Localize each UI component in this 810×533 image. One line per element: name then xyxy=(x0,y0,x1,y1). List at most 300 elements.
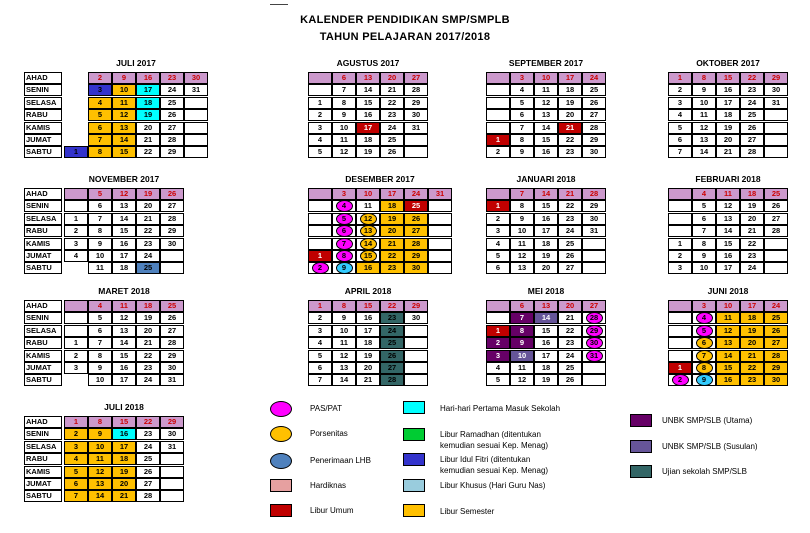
date-cell: 6 xyxy=(692,213,716,225)
date-cell: 22 xyxy=(740,362,764,374)
legend-pas-swatch xyxy=(270,401,292,417)
date-cell: 14 xyxy=(692,146,716,158)
date-cell: 20 xyxy=(740,337,764,349)
date-cell: 12 xyxy=(716,200,740,212)
date-cell xyxy=(486,97,510,109)
date-cell: 19 xyxy=(136,188,160,200)
legend-ramadhan-line2: kemudian sesuai Kep. Menag) xyxy=(440,441,549,450)
date-cell: 17 xyxy=(716,262,740,274)
date-cell: 26 xyxy=(136,466,160,478)
date-cell: 7 xyxy=(332,84,356,96)
legend-lhb: Penerimaan LHB xyxy=(310,456,371,465)
date-cell: 14 xyxy=(716,225,740,237)
date-cell: 15 xyxy=(716,72,740,84)
month-title: AGUSTUS 2017 xyxy=(336,58,400,68)
date-cell: 25 xyxy=(764,188,788,200)
date-cell xyxy=(486,300,510,312)
day-label: SABTU xyxy=(24,490,62,502)
date-cell: 26 xyxy=(764,200,788,212)
date-cell: 6 xyxy=(668,134,692,146)
date-cell: 5 xyxy=(668,122,692,134)
date-cell: 14 xyxy=(534,122,558,134)
date-cell: 5 xyxy=(692,325,716,337)
date-cell: 25 xyxy=(160,97,184,109)
date-cell: 22 xyxy=(740,72,764,84)
date-cell xyxy=(486,72,510,84)
date-cell: 20 xyxy=(558,300,582,312)
day-label: KAMIS xyxy=(24,238,62,250)
date-cell: 16 xyxy=(356,262,380,274)
date-cell xyxy=(404,134,428,146)
date-cell: 11 xyxy=(356,200,380,212)
date-cell: 31 xyxy=(404,122,428,134)
date-cell: 10 xyxy=(356,188,380,200)
date-cell xyxy=(184,122,208,134)
date-cell: 15 xyxy=(112,225,136,237)
date-cell: 17 xyxy=(558,72,582,84)
date-cell xyxy=(764,109,788,121)
date-cell: 19 xyxy=(136,312,160,324)
date-cell xyxy=(308,72,332,84)
date-cell: 16 xyxy=(716,250,740,262)
date-cell: 3 xyxy=(308,122,332,134)
date-cell: 13 xyxy=(112,122,136,134)
date-cell: 30 xyxy=(582,146,606,158)
date-cell: 5 xyxy=(64,466,88,478)
date-cell: 29 xyxy=(764,72,788,84)
date-cell: 1 xyxy=(486,134,510,146)
date-cell xyxy=(404,325,428,337)
date-cell xyxy=(668,213,692,225)
date-cell: 29 xyxy=(160,416,184,428)
date-cell xyxy=(428,200,452,212)
date-cell xyxy=(308,213,332,225)
date-cell xyxy=(308,200,332,212)
day-label: JUMAT xyxy=(24,250,62,262)
date-cell: 23 xyxy=(740,84,764,96)
date-cell: 26 xyxy=(380,146,404,158)
month-title: FEBRUARI 2018 xyxy=(695,174,761,184)
date-cell: 17 xyxy=(716,97,740,109)
date-cell: 29 xyxy=(404,250,428,262)
date-cell: 21 xyxy=(558,188,582,200)
date-cell: 22 xyxy=(380,300,404,312)
date-cell: 27 xyxy=(764,213,788,225)
date-cell: 4 xyxy=(486,362,510,374)
date-cell: 29 xyxy=(404,300,428,312)
calendar-title: KALENDER PENDIDIKAN SMP/SMPLB xyxy=(300,14,510,26)
date-cell xyxy=(160,466,184,478)
date-cell: 8 xyxy=(88,146,112,158)
date-cell xyxy=(64,188,88,200)
date-cell: 2 xyxy=(668,374,692,386)
date-cell: 13 xyxy=(534,300,558,312)
date-cell: 15 xyxy=(534,134,558,146)
date-cell: 29 xyxy=(160,225,184,237)
date-cell xyxy=(428,250,452,262)
date-cell: 30 xyxy=(160,238,184,250)
date-cell: 17 xyxy=(112,374,136,386)
date-cell: 23 xyxy=(740,250,764,262)
day-label: SENIN xyxy=(24,200,62,212)
date-cell: 29 xyxy=(160,146,184,158)
date-cell: 25 xyxy=(136,453,160,465)
date-cell: 16 xyxy=(534,146,558,158)
legend-hardiknas: Hardiknas xyxy=(310,481,347,490)
date-cell: 4 xyxy=(332,200,356,212)
date-cell: 4 xyxy=(88,97,112,109)
date-cell xyxy=(184,146,208,158)
date-cell: 18 xyxy=(534,362,558,374)
date-cell: 14 xyxy=(112,134,136,146)
date-cell: 16 xyxy=(112,428,136,440)
calendar-subtitle: TAHUN PELAJARAN 2017/2018 xyxy=(319,31,491,43)
date-cell: 15 xyxy=(112,416,136,428)
date-cell: 26 xyxy=(764,325,788,337)
date-cell: 27 xyxy=(558,262,582,274)
date-cell: 6 xyxy=(308,362,332,374)
date-cell xyxy=(486,109,510,121)
date-cell: 30 xyxy=(764,84,788,96)
date-cell: 10 xyxy=(88,374,112,386)
date-cell xyxy=(184,97,208,109)
date-cell: 15 xyxy=(112,350,136,362)
date-cell: 10 xyxy=(332,325,356,337)
date-cell: 19 xyxy=(716,122,740,134)
day-label: AHAD xyxy=(24,416,62,428)
date-cell: 29 xyxy=(160,350,184,362)
date-cell xyxy=(582,250,606,262)
date-cell: 19 xyxy=(112,466,136,478)
date-cell: 30 xyxy=(160,428,184,440)
date-cell: 8 xyxy=(510,325,534,337)
day-label: RABU xyxy=(24,109,62,121)
legend-hari-pertama: Hari-hari Pertama Masuk Sekolah xyxy=(440,404,561,413)
date-cell: 15 xyxy=(534,325,558,337)
date-cell xyxy=(668,300,692,312)
date-cell: 21 xyxy=(356,374,380,386)
date-cell: 26 xyxy=(160,188,184,200)
date-cell: 18 xyxy=(112,262,136,274)
date-cell: 20 xyxy=(740,213,764,225)
date-cell: 7 xyxy=(88,337,112,349)
date-cell: 17 xyxy=(740,300,764,312)
legend-idul-fitri-line2: kemudian sesuai Kep. Menag) xyxy=(440,466,549,475)
date-cell: 19 xyxy=(558,97,582,109)
date-cell: 23 xyxy=(380,109,404,121)
date-cell: 25 xyxy=(582,84,606,96)
date-cell: 19 xyxy=(740,200,764,212)
date-cell: 11 xyxy=(88,453,112,465)
date-cell: 8 xyxy=(510,134,534,146)
date-cell xyxy=(64,312,88,324)
legend-unbk-susulan-swatch xyxy=(630,440,652,453)
date-cell xyxy=(582,374,606,386)
date-cell: 1 xyxy=(486,325,510,337)
date-cell xyxy=(428,238,452,250)
month-title: JUNI 2018 xyxy=(707,286,749,296)
date-cell: 11 xyxy=(332,337,356,349)
date-cell: 2 xyxy=(308,312,332,324)
day-label: RABU xyxy=(24,225,62,237)
date-cell xyxy=(668,325,692,337)
date-cell xyxy=(308,225,332,237)
date-cell: 5 xyxy=(88,109,112,121)
date-cell: 2 xyxy=(64,350,88,362)
date-cell: 24 xyxy=(740,262,764,274)
date-cell xyxy=(764,134,788,146)
date-cell: 5 xyxy=(510,97,534,109)
date-cell xyxy=(64,325,88,337)
date-cell: 21 xyxy=(740,225,764,237)
date-cell: 11 xyxy=(332,134,356,146)
date-cell: 1 xyxy=(308,250,332,262)
date-cell xyxy=(668,350,692,362)
date-cell: 27 xyxy=(582,300,606,312)
date-cell: 25 xyxy=(558,362,582,374)
date-cell: 26 xyxy=(380,350,404,362)
date-cell: 20 xyxy=(380,225,404,237)
date-cell: 30 xyxy=(582,337,606,349)
date-cell: 18 xyxy=(740,188,764,200)
date-cell: 21 xyxy=(558,312,582,324)
date-cell: 18 xyxy=(558,84,582,96)
date-cell: 20 xyxy=(534,262,558,274)
legend-unbk-utama: UNBK SMP/SLB (Utama) xyxy=(662,416,753,425)
date-cell: 14 xyxy=(356,84,380,96)
date-cell: 22 xyxy=(380,250,404,262)
date-cell xyxy=(668,312,692,324)
date-cell: 30 xyxy=(160,362,184,374)
date-cell: 22 xyxy=(558,325,582,337)
date-cell: 1 xyxy=(308,300,332,312)
date-cell: 29 xyxy=(582,325,606,337)
date-cell: 18 xyxy=(136,300,160,312)
date-cell xyxy=(582,238,606,250)
date-cell xyxy=(160,453,184,465)
date-cell: 4 xyxy=(64,453,88,465)
date-cell: 9 xyxy=(332,109,356,121)
day-label: KAMIS xyxy=(24,350,62,362)
date-cell: 6 xyxy=(88,200,112,212)
date-cell: 21 xyxy=(136,134,160,146)
date-cell: 20 xyxy=(136,325,160,337)
date-cell: 5 xyxy=(692,200,716,212)
date-cell: 10 xyxy=(88,250,112,262)
date-cell xyxy=(160,262,184,274)
date-cell: 16 xyxy=(716,84,740,96)
date-cell: 12 xyxy=(112,188,136,200)
date-cell: 30 xyxy=(582,213,606,225)
date-cell: 2 xyxy=(308,262,332,274)
date-cell: 6 xyxy=(332,72,356,84)
date-cell: 24 xyxy=(136,250,160,262)
date-cell: 7 xyxy=(692,225,716,237)
date-cell xyxy=(160,490,184,502)
date-cell: 17 xyxy=(534,350,558,362)
date-cell: 6 xyxy=(692,337,716,349)
date-cell: 28 xyxy=(380,374,404,386)
date-cell: 25 xyxy=(160,300,184,312)
date-cell: 27 xyxy=(160,200,184,212)
date-cell: 13 xyxy=(356,225,380,237)
date-cell: 13 xyxy=(112,325,136,337)
date-cell: 10 xyxy=(716,300,740,312)
date-cell: 21 xyxy=(136,213,160,225)
date-cell: 9 xyxy=(692,250,716,262)
date-cell: 30 xyxy=(404,262,428,274)
date-cell: 24 xyxy=(136,441,160,453)
date-cell: 3 xyxy=(64,238,88,250)
date-cell: 9 xyxy=(510,213,534,225)
date-cell: 24 xyxy=(558,350,582,362)
day-label: SELASA xyxy=(24,325,62,337)
legend-semester: Libur Semester xyxy=(440,507,495,516)
date-cell: 15 xyxy=(356,300,380,312)
date-cell: 30 xyxy=(184,72,208,84)
date-cell: 3 xyxy=(510,72,534,84)
day-label: SENIN xyxy=(24,428,62,440)
legend-hardiknas-swatch xyxy=(270,479,292,492)
date-cell xyxy=(668,200,692,212)
date-cell: 7 xyxy=(332,238,356,250)
date-cell: 5 xyxy=(308,350,332,362)
date-cell: 9 xyxy=(510,146,534,158)
legend-guru-nas: Libur Khusus (Hari Guru Nas) xyxy=(440,481,546,490)
date-cell: 22 xyxy=(136,350,160,362)
date-cell: 4 xyxy=(692,312,716,324)
date-cell: 31 xyxy=(184,84,208,96)
date-cell: 3 xyxy=(668,262,692,274)
month-title: MEI 2018 xyxy=(527,286,565,296)
date-cell: 17 xyxy=(112,250,136,262)
date-cell: 10 xyxy=(332,122,356,134)
date-cell: 9 xyxy=(88,362,112,374)
date-cell: 10 xyxy=(510,350,534,362)
day-label: RABU xyxy=(24,337,62,349)
date-cell: 15 xyxy=(716,238,740,250)
date-cell: 4 xyxy=(692,188,716,200)
day-label: SABTU xyxy=(24,146,62,158)
date-cell: 2 xyxy=(486,213,510,225)
date-cell xyxy=(308,188,332,200)
date-cell: 12 xyxy=(356,213,380,225)
date-cell: 21 xyxy=(740,350,764,362)
date-cell xyxy=(404,337,428,349)
date-cell: 31 xyxy=(764,97,788,109)
date-cell: 18 xyxy=(716,109,740,121)
date-cell: 16 xyxy=(136,72,160,84)
date-cell xyxy=(404,374,428,386)
date-cell xyxy=(184,109,208,121)
date-cell: 11 xyxy=(534,84,558,96)
date-cell: 30 xyxy=(404,312,428,324)
month-title: JULI 2017 xyxy=(116,58,156,68)
date-cell: 19 xyxy=(534,374,558,386)
date-cell: 15 xyxy=(716,362,740,374)
day-label: SELASA xyxy=(24,441,62,453)
date-cell: 3 xyxy=(486,350,510,362)
date-cell: 24 xyxy=(740,97,764,109)
date-cell: 22 xyxy=(136,225,160,237)
date-cell: 28 xyxy=(160,134,184,146)
date-cell: 22 xyxy=(136,146,160,158)
month-title: JANUARI 2018 xyxy=(516,174,576,184)
date-cell: 9 xyxy=(112,72,136,84)
date-cell: 14 xyxy=(112,213,136,225)
date-cell xyxy=(582,362,606,374)
date-cell: 12 xyxy=(332,146,356,158)
date-cell: 4 xyxy=(668,109,692,121)
date-cell: 16 xyxy=(716,374,740,386)
legend-idul-fitri-swatch xyxy=(403,453,425,466)
date-cell: 18 xyxy=(136,97,160,109)
date-cell: 5 xyxy=(88,188,112,200)
date-cell: 29 xyxy=(404,97,428,109)
date-cell: 26 xyxy=(582,97,606,109)
date-cell: 3 xyxy=(64,441,88,453)
date-cell: 24 xyxy=(160,84,184,96)
date-cell: 16 xyxy=(356,109,380,121)
day-label: AHAD xyxy=(24,72,62,84)
date-cell: 20 xyxy=(716,134,740,146)
top-rule xyxy=(270,4,288,5)
date-cell: 6 xyxy=(510,109,534,121)
date-cell: 20 xyxy=(136,200,160,212)
legend-unbk-susulan: UNBK SMP/SLB (Susulan) xyxy=(662,442,758,451)
day-label: SABTU xyxy=(24,374,62,386)
legend-guru-nas-swatch xyxy=(403,479,425,492)
date-cell: 19 xyxy=(136,109,160,121)
date-cell: 4 xyxy=(64,250,88,262)
date-cell: 7 xyxy=(64,490,88,502)
date-cell: 27 xyxy=(136,478,160,490)
date-cell: 8 xyxy=(88,350,112,362)
date-cell: 17 xyxy=(380,188,404,200)
day-label: SENIN xyxy=(24,312,62,324)
date-cell: 28 xyxy=(160,213,184,225)
date-cell: 25 xyxy=(380,134,404,146)
date-cell: 22 xyxy=(558,200,582,212)
date-cell: 3 xyxy=(332,188,356,200)
date-cell: 27 xyxy=(380,362,404,374)
date-cell xyxy=(486,84,510,96)
month-title: MARET 2018 xyxy=(98,286,150,296)
date-cell: 3 xyxy=(668,97,692,109)
legend-ujian-sekolah-swatch xyxy=(630,465,652,478)
date-cell: 24 xyxy=(764,300,788,312)
date-cell: 9 xyxy=(332,312,356,324)
date-cell: 15 xyxy=(356,250,380,262)
date-cell: 18 xyxy=(356,337,380,349)
date-cell: 11 xyxy=(88,262,112,274)
date-cell: 4 xyxy=(486,238,510,250)
date-cell: 27 xyxy=(764,337,788,349)
date-cell: 2 xyxy=(486,146,510,158)
date-cell: 25 xyxy=(404,200,428,212)
date-cell: 1 xyxy=(64,213,88,225)
date-cell: 23 xyxy=(380,312,404,324)
date-cell: 14 xyxy=(534,312,558,324)
date-cell: 7 xyxy=(88,213,112,225)
date-cell: 14 xyxy=(356,238,380,250)
date-cell: 17 xyxy=(136,84,160,96)
date-cell: 5 xyxy=(308,146,332,158)
date-cell: 8 xyxy=(332,97,356,109)
date-cell: 31 xyxy=(582,225,606,237)
date-cell: 30 xyxy=(404,109,428,121)
date-cell: 25 xyxy=(764,312,788,324)
